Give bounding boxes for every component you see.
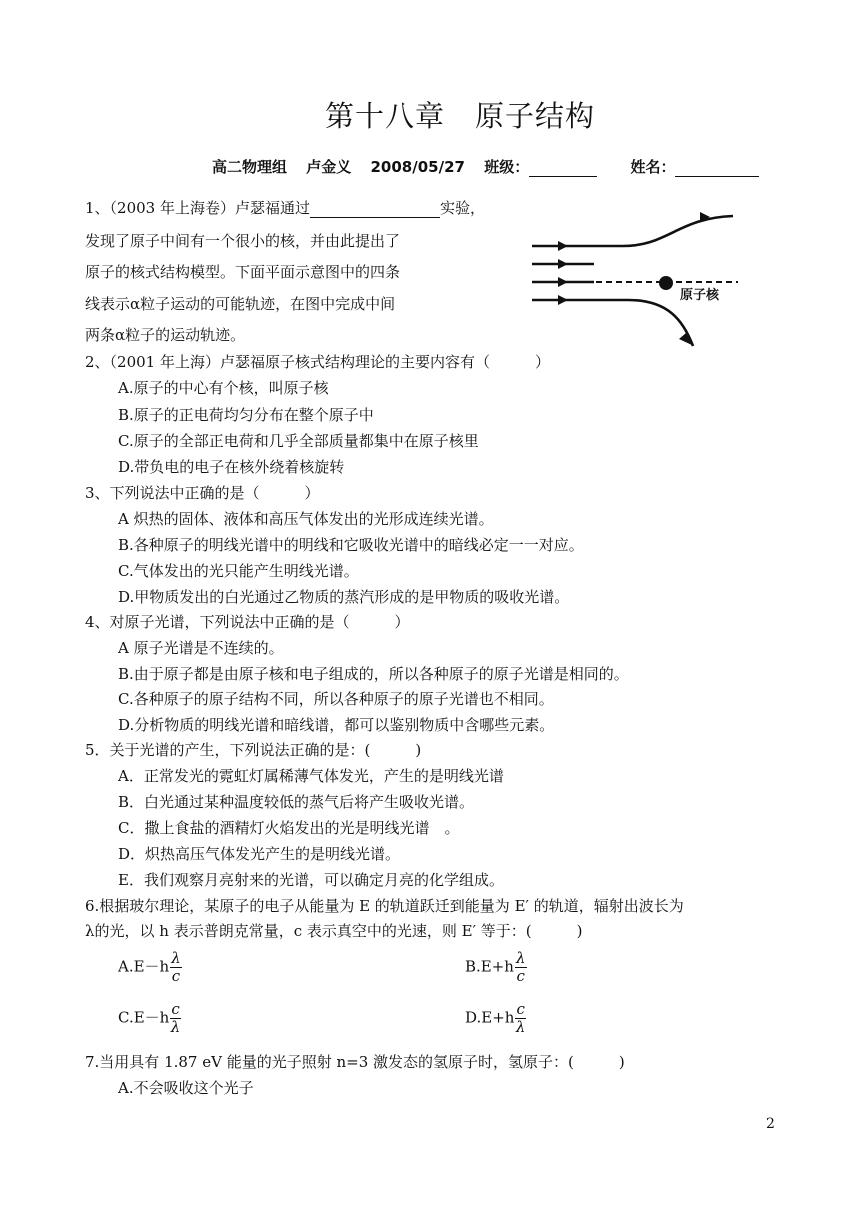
q4-option-a[interactable]: A 原子光谱是不连续的。 bbox=[118, 639, 284, 657]
q6-option-d-prefix: D.E+h bbox=[465, 1008, 515, 1027]
fraction-denominator: c bbox=[516, 967, 525, 985]
arrow-bottom-right bbox=[679, 333, 694, 346]
q6-option-b-fraction bbox=[515, 950, 527, 985]
q1-stem-b: 实验， bbox=[440, 199, 486, 217]
q5-option-e[interactable]: E．我们观察月亮射来的光谱，可以确定月亮的化学组成。 bbox=[118, 871, 504, 889]
fraction-denominator: λ bbox=[515, 1018, 526, 1036]
nucleus-label: 原子核 bbox=[680, 288, 720, 303]
q1-stem-a: 1、（2003 年上海卷）卢瑟福通过 bbox=[85, 199, 310, 217]
page-title: 第十八章 原子结构 bbox=[324, 99, 595, 133]
q4-stem: 4、对原子光谱，下列说法中正确的是（ ） bbox=[85, 613, 410, 631]
q5-option-a[interactable]: A．正常发光的霓虹灯属稀薄气体发光，产生的是明线光谱 bbox=[118, 767, 504, 785]
q6-stem-line-1: 6.根据玻尔理论，某原子的电子从能量为 E 的轨道跃迁到能量为 E′ 的轨道，辐射出波长为 bbox=[85, 897, 684, 915]
alpha-scattering-figure[interactable] bbox=[528, 210, 743, 350]
fraction-denominator: c bbox=[171, 967, 181, 985]
q6-option-c-prefix: C.E－h bbox=[118, 1008, 170, 1027]
header-name-label: 姓名： bbox=[630, 158, 676, 176]
q3-stem: 3、下列说法中正确的是（ ） bbox=[85, 484, 320, 502]
arrow-second bbox=[558, 259, 568, 269]
header-author: 卢金义 bbox=[306, 158, 352, 176]
page-number: 2 bbox=[766, 1116, 775, 1132]
fraction-numerator: c bbox=[171, 1000, 180, 1018]
q3-option-c[interactable]: C.气体发出的光只能产生明线光谱。 bbox=[118, 562, 359, 580]
q7-option-a[interactable]: A.不会吸收这个光子 bbox=[118, 1079, 254, 1097]
worksheet-header bbox=[212, 156, 773, 177]
arrow-bottom-left bbox=[558, 295, 568, 305]
q1-line-1 bbox=[85, 198, 485, 218]
q2-option-c[interactable]: C.原子的全部正电荷和几乎全部质量都集中在原子核里 bbox=[118, 432, 479, 450]
arrow-third bbox=[558, 277, 568, 287]
nucleus-icon bbox=[659, 276, 673, 290]
fraction-numerator: λ bbox=[171, 949, 181, 967]
q4-option-d[interactable]: D.分析物质的明线光谱和暗线谱，都可以鉴别物质中含哪些元素。 bbox=[118, 716, 555, 734]
q5-option-d[interactable]: D．炽热高压气体发光产生的是明线光谱。 bbox=[118, 845, 401, 863]
q6-option-b[interactable] bbox=[465, 950, 527, 985]
q5-stem: 5．关于光谱的产生，下列说法正确的是：( ) bbox=[85, 741, 422, 759]
q1-answer-blank[interactable] bbox=[310, 201, 440, 218]
q5-option-c[interactable]: C．撒上食盐的酒精灯火焰发出的光是明线光谱 。 bbox=[118, 819, 460, 837]
header-group: 高二物理组 bbox=[212, 158, 288, 176]
fraction-denominator: λ bbox=[170, 1018, 181, 1036]
header-class-label: 班级： bbox=[484, 158, 530, 176]
q2-option-a[interactable]: A.原子的中心有个核，叫原子核 bbox=[118, 379, 329, 397]
q6-option-a-fraction bbox=[170, 950, 182, 985]
fraction-numerator: c bbox=[516, 1000, 525, 1018]
q2-option-d[interactable]: D.带负电的电子在核外绕着核旋转 bbox=[118, 458, 345, 476]
fraction-numerator: λ bbox=[515, 949, 526, 967]
class-blank[interactable] bbox=[529, 160, 597, 177]
q1-line-3: 原子的核式结构模型。下面平面示意图中的四条 bbox=[85, 263, 401, 281]
q5-option-b[interactable]: B．白光通过某种温度较低的蒸气后将产生吸收光谱。 bbox=[118, 793, 475, 811]
q1-line-4: 线表示α粒子运动的可能轨迹，在图中完成中间 bbox=[85, 295, 396, 313]
header-date: 2008/05/27 bbox=[370, 158, 465, 176]
q6-option-d[interactable] bbox=[465, 1001, 526, 1036]
q4-option-b[interactable]: B.由于原子都是由原子核和电子组成的，所以各种原子的原子光谱是相同的。 bbox=[118, 665, 629, 683]
q6-option-a[interactable] bbox=[118, 950, 182, 985]
q6-option-d-fraction bbox=[515, 1001, 525, 1036]
q3-option-a[interactable]: A 炽热的固体、液体和高压气体发出的光形成连续光谱。 bbox=[118, 510, 494, 528]
q1-line-2: 发现了原子中间有一个很小的核，并由此提出了 bbox=[85, 232, 401, 250]
q2-stem: 2、（2001 年上海）卢瑟福原子核式结构理论的主要内容有（ ） bbox=[85, 353, 550, 371]
trajectory-bottom bbox=[532, 300, 693, 346]
q1-line-5: 两条α粒子的运动轨迹。 bbox=[85, 326, 246, 344]
name-blank[interactable] bbox=[675, 160, 759, 177]
q6-option-a-prefix: A.E－h bbox=[118, 957, 170, 976]
q3-option-b[interactable]: B.各种原子的明线光谱中的明线和它吸收光谱中的暗线必定一一对应。 bbox=[118, 536, 584, 554]
q7-stem: 7.当用具有 1.87 eV 能量的光子照射 n=3 激发态的氢原子时，氢原子：( ) bbox=[85, 1053, 625, 1071]
q6-option-c-fraction bbox=[170, 1001, 180, 1036]
q3-option-d[interactable]: D.甲物质发出的白光通过乙物质的蒸汽形成的是甲物质的吸收光谱。 bbox=[118, 588, 570, 606]
q6-option-b-prefix: B.E+h bbox=[465, 957, 514, 976]
q6-option-c[interactable] bbox=[118, 1001, 181, 1036]
q4-option-c[interactable]: C.各种原子的原子结构不同，所以各种原子的原子光谱也不相同。 bbox=[118, 690, 554, 708]
q6-stem-line-2: λ的光，以 h 表示普朗克常量，c 表示真空中的光速，则 E′ 等于：( ) bbox=[85, 922, 583, 940]
q2-option-b[interactable]: B.原子的正电荷均匀分布在整个原子中 bbox=[118, 406, 374, 424]
arrow-top-left bbox=[558, 241, 568, 251]
